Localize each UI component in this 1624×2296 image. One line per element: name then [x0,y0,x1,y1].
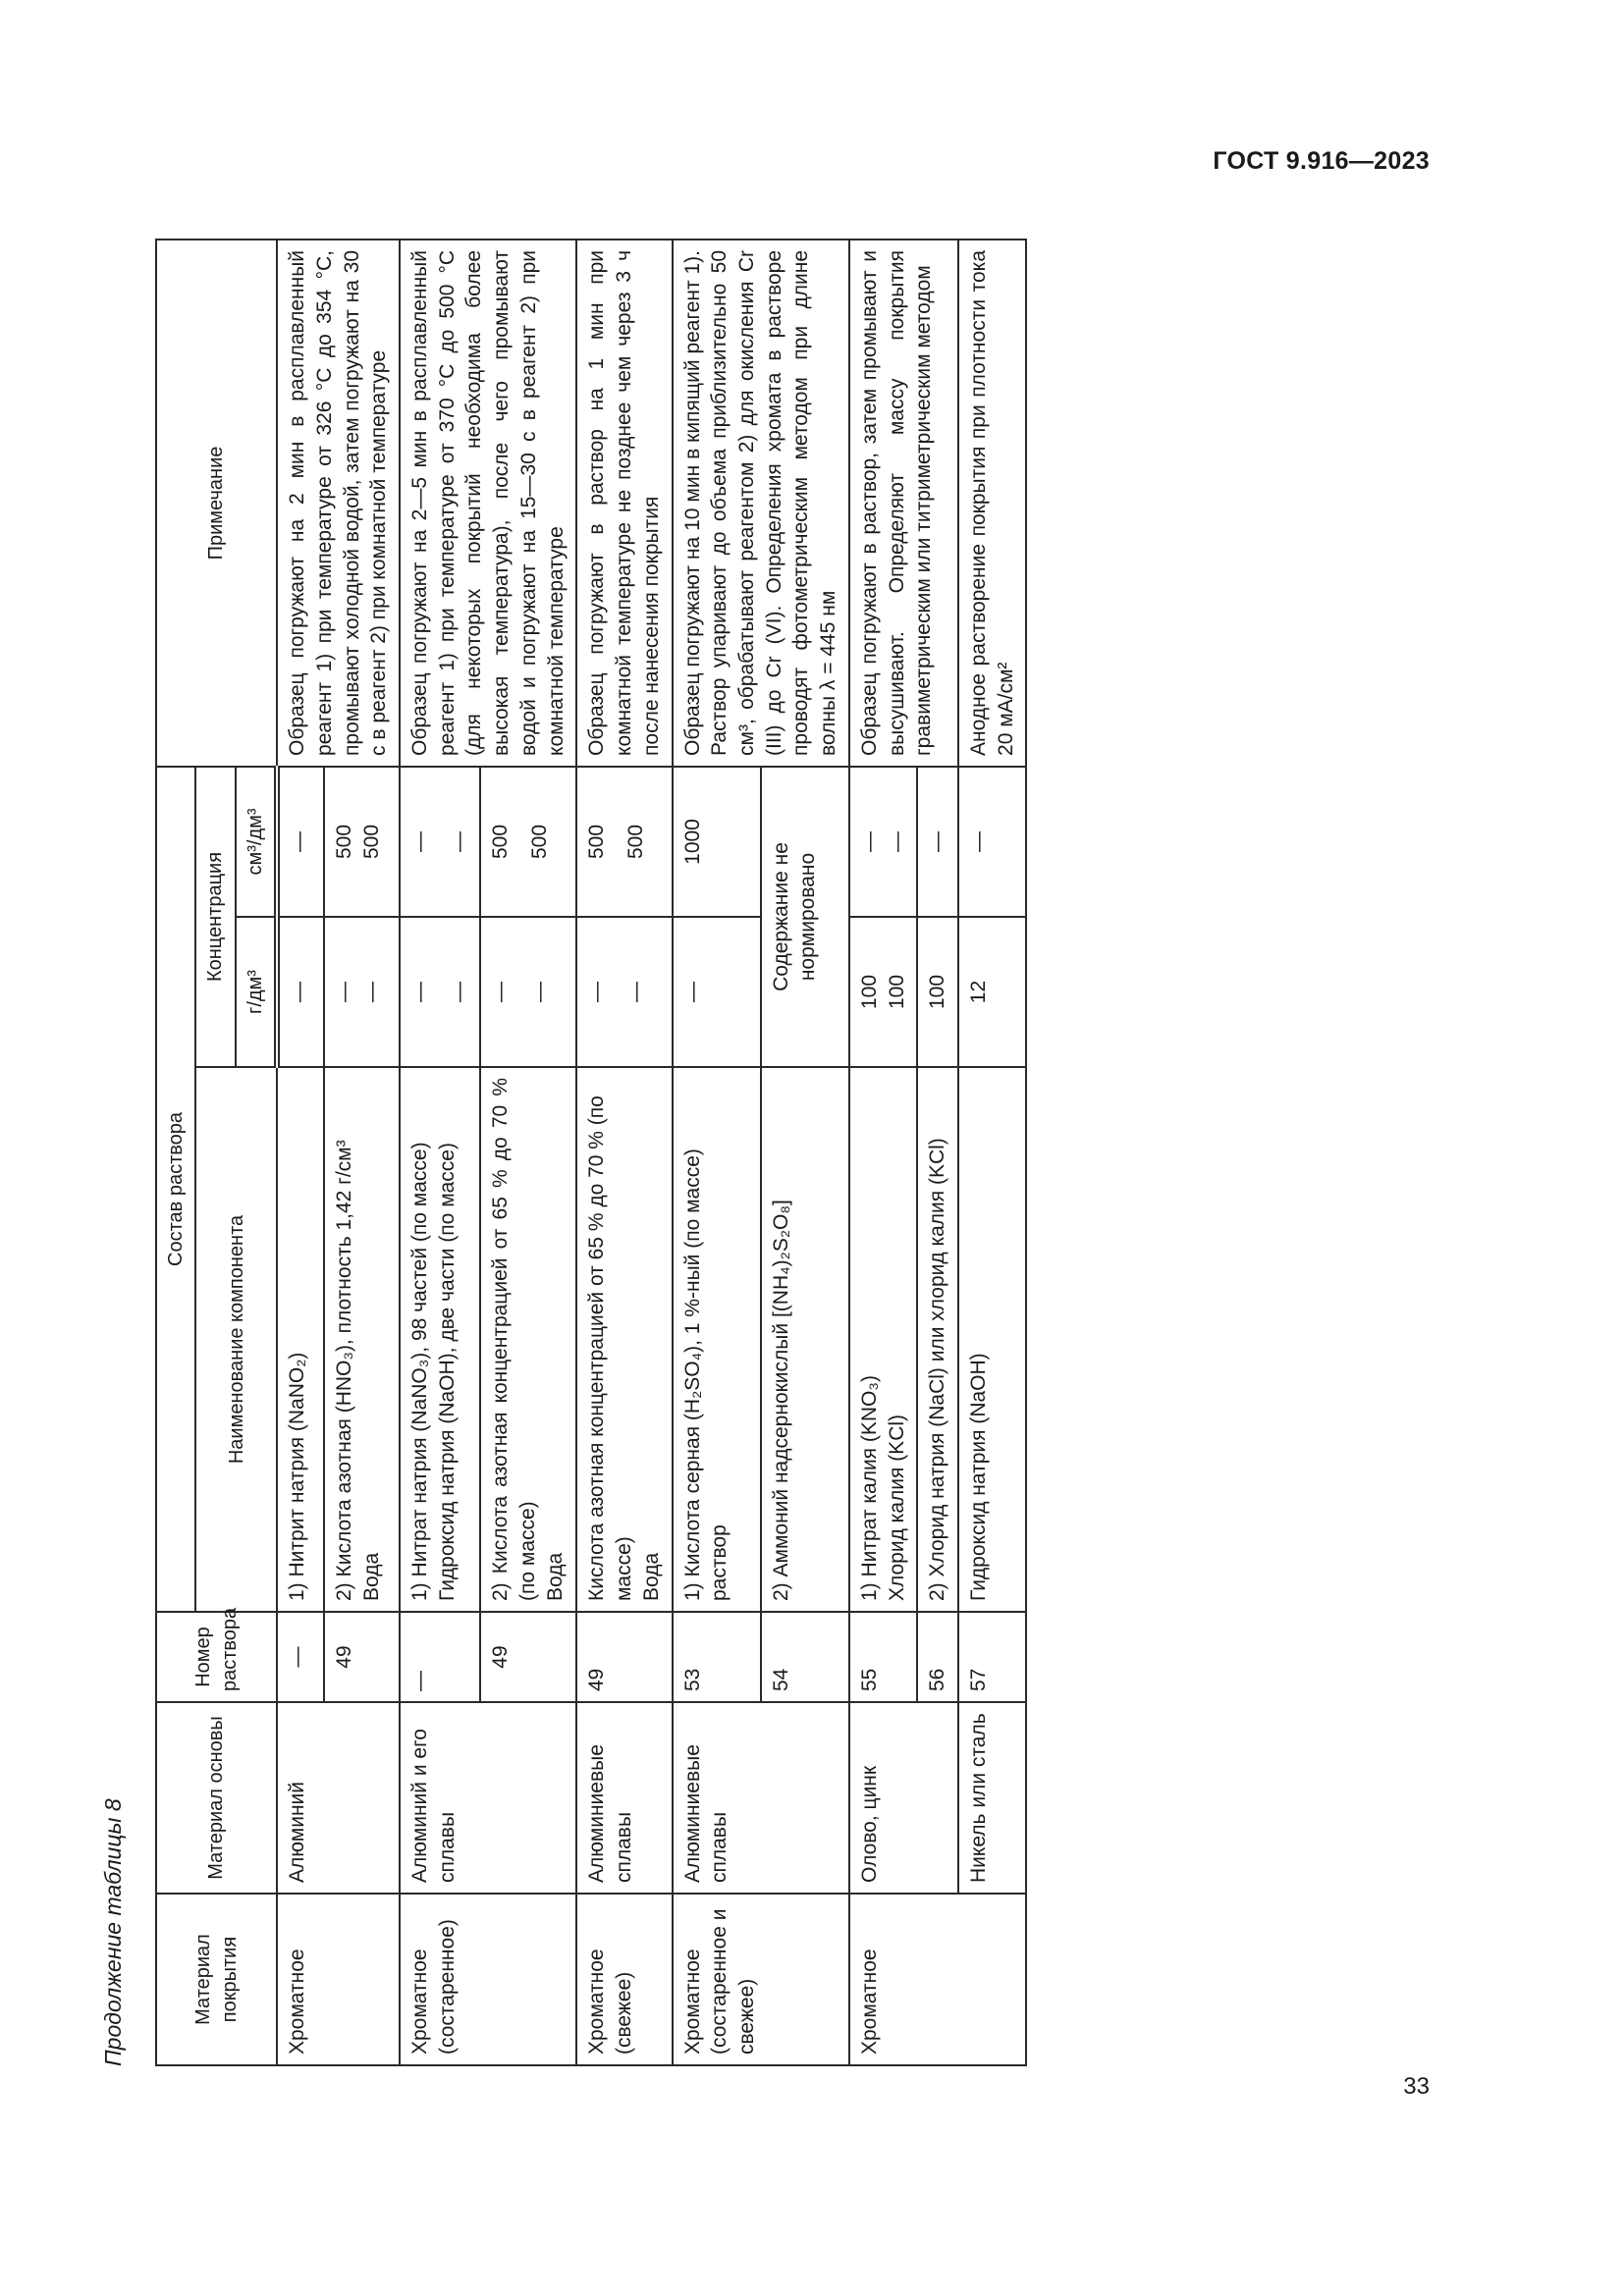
base-cell: Алюминиевые сплавы [576,1702,672,1894]
value-line: 500 [585,824,609,860]
base-cell: Алюминий и его сплавы [400,1702,576,1894]
component-line: 1) Нитрат натрия (NaNO₃), 98 частей (по массе) [408,1142,432,1601]
component-cell: 2) Хлорид натрия (NaCl) или хлорид калия (KCl) [917,1067,958,1612]
solution-number-cell: 49 [324,1612,400,1702]
coating-cell: Хроматное (свежее) [576,1894,672,2065]
value-line: 500 [489,824,513,860]
value-line: — [624,982,648,1002]
value-line: — [885,831,908,852]
value-line: 500 [360,824,384,860]
header-solution-composition: Состав раствора [156,767,195,1612]
solution-number-cell: 55 [849,1612,917,1702]
table-row [277,240,324,2065]
header-unit-g: г/дм³ [236,917,277,1067]
value-line: — [585,982,609,1002]
header-component-name: Наименование компонента [195,1067,277,1612]
component-cell [400,1067,480,1612]
table-header-row [156,240,195,2065]
value-line: — [527,982,551,1002]
table-row [576,240,672,2065]
note-cell: Образец погружают на 2—5 мин в расплавленный реагент 1) при температуре от 370 °С до 500 °С (для некоторых покрытий необходима более высокая температура), после чего промывают водой и погружают на 15—30 с в реагент 2) при комнатной температуре [400,240,576,767]
concentration-cm3-cell [480,767,576,917]
component-line: Вода [639,1552,663,1601]
value-line: — [360,982,384,1002]
component-line: Вода [543,1552,567,1601]
component-cell [480,1067,576,1612]
value-line: — [408,831,432,852]
concentration-cm3-cell: — [277,767,324,917]
concentration-cm3-cell: — [917,767,958,917]
component-cell [849,1067,917,1612]
header-base-material: Материал основы [156,1702,277,1894]
concentration-g-cell [576,917,672,1067]
solution-number-cell: 56 [917,1612,958,1702]
concentration-cm3-cell: — [958,767,1026,917]
component-cell: 2) Аммоний надсернокислый [(NH₄)₂S₂O₈] [761,1067,849,1612]
coating-cell: Хроматное [277,1894,400,2065]
component-line: Вода [360,1552,384,1601]
header-note: Примечание [156,240,277,767]
concentration-cm3-cell [576,767,672,917]
concentration-cm3-cell: 1000 [673,767,761,917]
component-cell [324,1067,400,1612]
value-line: 500 [527,824,551,860]
solution-number-cell: 53 [673,1612,761,1702]
note-cell: Образец погружают в раствор, затем промывают и высушивают. Определяют массу покрытия гравиметрическим или титриметрическим методом [849,240,958,767]
rotated-table-area [98,240,1296,2066]
concentration-g-cell: 100 [917,917,958,1067]
solution-number-cell: — [400,1612,480,1702]
concentration-cm3-cell [400,767,480,917]
note-cell: Анодное растворение покрытия при плотности тока 20 мА/см² [958,240,1026,767]
note-cell: Образец погружают на 2 мин в расплавленный реагент 1) при температуре от 326 °С до 354 °С, промывают холодной водой, затем погружают на 30 с в реагент 2) при комнатной температуре [277,240,400,767]
header-unit-cm3: см³/дм³ [236,767,277,917]
value-line: — [408,982,432,1002]
value-line: 100 [885,974,908,1010]
component-line: Гидроксид натрия (NaOH), две части (по массе) [435,1143,459,1601]
value-line: — [857,831,881,852]
solution-number-cell: 57 [958,1612,1026,1702]
concentration-g-cell [324,917,400,1067]
solution-number-cell: — [277,1612,324,1702]
header-solution-number: Номер раствора [156,1612,277,1702]
concentration-g-cell: — [673,917,761,1067]
component-cell [576,1067,672,1612]
value-line: 100 [857,974,881,1010]
table-row [673,240,761,2065]
solution-number-cell: 49 [576,1612,672,1702]
solutions-table [155,239,1027,2066]
base-cell: Никель или сталь [958,1702,1026,1894]
value-line: 500 [333,824,356,860]
note-cell: Образец погружают на 10 мин в кипящий реагент 1). Раствор упаривают до объема приблизительно 50 см³, обрабатывают реагентом 2) для окисления Cr (III) до Cr (VI). Определения хромата в растворе проводят фотометрическим методом при длине волны λ = 445 нм [673,240,849,767]
component-line: Хлорид калия (KCl) [885,1414,908,1601]
concentration-g-cell [849,917,917,1067]
table-row [400,240,480,2065]
solution-number-cell: 54 [761,1612,849,1702]
table-row [849,240,917,2065]
concentration-g-cell [400,917,480,1067]
header-concentration: Концентрация [195,767,235,1067]
coating-cell: Хроматное (состаренное и свежее) [673,1894,849,2065]
coating-cell: Хроматное [849,1894,1027,2065]
concentration-g-cell [480,917,576,1067]
value-line: — [447,982,470,1002]
value-line: 500 [624,824,648,860]
concentration-not-standardized: Содержание не нормировано [761,767,849,1067]
base-cell: Алюминиевые сплавы [673,1702,849,1894]
note-cell: Образец погружают в раствор на 1 мин при комнатной температуре не позднее чем через 3 ч после нанесения покрытия [576,240,672,767]
table-row [958,240,1026,2065]
concentration-g-cell: 12 [958,917,1026,1067]
value-line: — [489,982,513,1002]
coating-cell: Хроматное (состаренное) [400,1894,576,2065]
base-cell: Олово, цинк [849,1702,958,1894]
component-cell: Гидроксид натрия (NaOH) [958,1067,1026,1612]
component-line: 2) Кислота азотная (HNO₃), плотность 1,42 г/см³ [333,1140,356,1601]
component-cell: 1) Кислота серная (H₂SO₄), 1 %-ный (по массе) раствор [673,1067,761,1612]
solution-number-cell: 49 [480,1612,576,1702]
base-cell: Алюминий [277,1702,400,1894]
value-line: — [447,831,470,852]
component-line: 2) Кислота азотная концентрацией от 65 % до 70 % (по массе) [489,1078,539,1601]
table-continuation-caption: Продолжение таблицы 8 [100,1798,126,2066]
value-line: — [333,982,356,1002]
component-line: Кислота азотная концентрацией от 65 % до 70 % (по массе) [585,1095,636,1601]
concentration-cm3-cell [849,767,917,917]
standard-code: ГОСТ 9.916—2023 [1213,147,1430,175]
component-cell: 1) Нитрит натрия (NaNO₂) [277,1067,324,1612]
concentration-g-cell: — [277,917,324,1067]
component-line: 1) Нитрат калия (KNO₃) [857,1375,881,1601]
header-coating-material: Материал покрытия [156,1894,277,2065]
page-number: 33 [1403,2073,1430,2100]
concentration-cm3-cell [324,767,400,917]
